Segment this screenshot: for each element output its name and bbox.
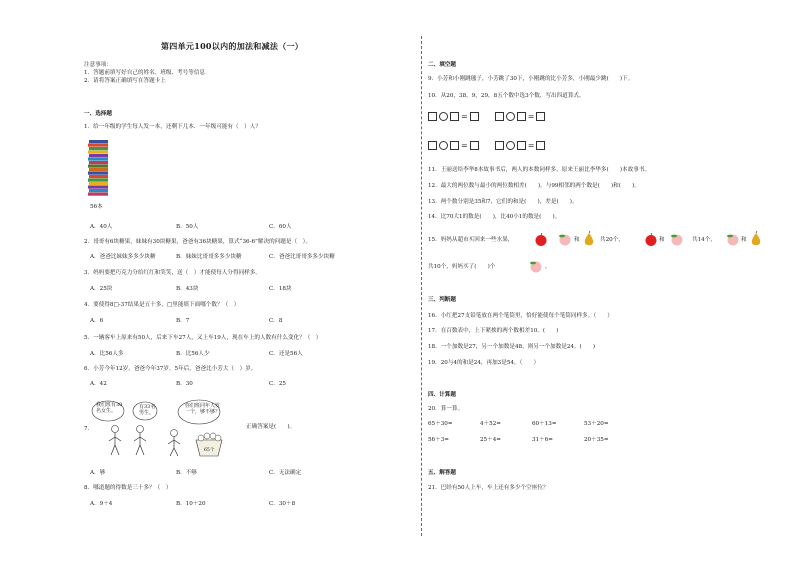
column-divider (421, 36, 422, 536)
book-count-label: 56本 (90, 204, 103, 210)
option-a[interactable]: A．6 (90, 318, 104, 324)
calc-item: 56＋3= (428, 437, 449, 443)
question-7-answer: 正确答案是( )。 (246, 424, 296, 430)
answer-box[interactable] (517, 141, 526, 150)
calc-item: 31＋6= (532, 437, 553, 443)
answer-box[interactable] (450, 141, 459, 150)
equals-sign: = (527, 112, 535, 121)
option-b[interactable]: B．10＋20 (176, 501, 206, 507)
peach-icon (529, 260, 543, 273)
option-b[interactable]: B．30 (176, 381, 193, 387)
option-c[interactable]: C．8 (269, 318, 283, 324)
section-solve-heading: 五、解答题 (428, 470, 456, 476)
question-11: 11．王丽送给李华8本故事书后，两人的本数同样多，原来王丽比李华多( )本故事书。 (428, 167, 651, 173)
operator-circle[interactable] (439, 112, 448, 121)
question-9: 9．小芳和小刚跳毽子，小芳跳了30下，小刚跳的比小芳多，小刚最少跳( )下。 (428, 76, 634, 82)
q15-sum-3: 共10个，妈妈买了( )个 (428, 264, 496, 270)
operator-circle[interactable] (506, 141, 515, 150)
page-title: 第四单元100以内的加法和减法（一） (161, 41, 304, 51)
question-18: 18．一个加数是27，另一个加数是48，则另一个加数是24。( ) (428, 344, 596, 350)
book-stack-image (88, 139, 109, 205)
question-4: 4．要使得8□-37结果是五十多，□里能填下面哪个数？（ ） (84, 302, 240, 308)
option-c[interactable]: C．无法确定 (269, 470, 302, 476)
q15-sum-1: 共20个， (600, 237, 624, 243)
calc-item: 4＋52= (480, 421, 501, 427)
answer-box[interactable] (470, 141, 479, 150)
option-a[interactable]: A．25块 (90, 286, 113, 292)
question-21: 21．巴经有50人上车，车上还有多少个空座位？ (428, 485, 549, 491)
option-c[interactable]: C．爸爸比哥哥多多少块糖 (269, 254, 335, 260)
operator-circle[interactable] (439, 141, 448, 150)
equals-sign: = (461, 141, 468, 150)
equation-row-2 (428, 141, 545, 150)
question-5: 5．一辆客车上原来有50人，后来下车27人，又上车19人，现在车上的人数有什么变化？（ ） (84, 335, 322, 341)
question-16: 16．小红把27支铅笔放在两个笔筒里，恰好能使每个笔筒同样多。（ ） (428, 313, 613, 319)
question-6: 6．小芳今年12岁，爸爸今年37岁。5年后，爸爸比小芳大（ ）岁。 (84, 366, 257, 372)
apple-icon (644, 233, 658, 246)
peach-icon (726, 233, 740, 246)
notes-heading: 注意事项： (84, 62, 112, 68)
section-calc-heading: 四、计算题 (428, 392, 456, 398)
answer-box[interactable] (450, 112, 459, 121)
question-10: 10．从20，38，9，29，8五个数中选3个数，写出四道算式。 (428, 93, 585, 99)
connector-and: 和 (574, 237, 580, 243)
question-13: 13．两个数分别是35和7，它们的和是( )，差是( )。 (428, 199, 578, 205)
question-15: 15．妈妈从超市买回来一些水果， (428, 237, 514, 243)
option-a[interactable]: A．40人 (90, 224, 113, 230)
option-b[interactable]: B．比56人少 (176, 351, 210, 357)
speech-bubble-question: 你们班同年人发一个，够不够？ (185, 403, 221, 415)
q15-end: 。 (545, 264, 551, 270)
calc-item: 53＋20= (584, 421, 609, 427)
pear-icon (750, 231, 762, 246)
speech-bubble-boys: 有33名男生。 (139, 404, 156, 416)
question-20: 20．算一算。 (428, 406, 464, 412)
section-choice-heading: 一、选择题 (84, 111, 112, 117)
option-b[interactable]: B．妹妹比哥哥多多少块糖 (176, 254, 242, 260)
option-c[interactable]: C．还是56人 (269, 351, 303, 357)
option-b[interactable]: B．不够 (176, 470, 197, 476)
equation-row-1 (428, 112, 545, 121)
option-c[interactable]: C．18块 (269, 286, 292, 292)
question-17: 17．在百数表中，上下紧挨的两个数相差10。( ) (428, 328, 559, 334)
answer-box[interactable] (536, 112, 545, 121)
answer-box[interactable] (495, 112, 504, 121)
option-a[interactable]: A．够 (90, 470, 106, 476)
answer-box[interactable] (517, 112, 526, 121)
option-c[interactable]: C．25 (269, 381, 286, 387)
question-1: 1．给一年级的学生每人发一本，还剩下几本．一年级可能有（ ）人？ (84, 124, 261, 130)
question-12: 12．最大的两位数与最小的两位数相差( )，与99相邻的两个数是( )和( )。 (428, 183, 640, 189)
equals-sign: = (461, 112, 468, 121)
option-a[interactable]: A．9＋4 (90, 501, 113, 507)
option-b[interactable]: B．7 (176, 318, 190, 324)
section-fill-heading: 二、填空题 (428, 62, 456, 68)
question-14: 14．比70大1的数是( )，比40小1的数是( )。 (428, 214, 561, 220)
equals-sign: = (527, 141, 535, 150)
answer-box[interactable] (536, 141, 545, 150)
option-b[interactable]: B．43块 (176, 286, 199, 292)
basket-label: 65个 (204, 448, 215, 453)
pear-icon (583, 231, 595, 246)
question-2: 2．哥哥有6块糖果，妹妹有30块糖果，爸爸有36块糖果，算式“36-6”解决的问题是（ ）。 (84, 239, 312, 245)
option-c[interactable]: C．60人 (269, 224, 292, 230)
answer-box[interactable] (428, 141, 437, 150)
calc-item: 60＋13= (532, 421, 557, 427)
q15-sum-2: 共14个， (692, 237, 716, 243)
note-item: 2．请将答案正确填写在答题卡上 (84, 78, 166, 84)
peach-icon (670, 233, 684, 246)
option-a[interactable]: A．爸爸比妹妹多多少块糖 (90, 254, 156, 260)
peach-icon (558, 233, 572, 246)
option-a[interactable]: A．比56人多 (90, 351, 124, 357)
question-3: 3．妈妈要把巧克力分给红红和笑笑，送（ ）才能使每人分得同样多。 (84, 270, 261, 276)
calc-item: 65＋30= (428, 421, 453, 427)
calc-item: 20＋35= (584, 437, 609, 443)
answer-box[interactable] (470, 112, 479, 121)
connector-and: 和 (659, 237, 665, 243)
apple-icon (534, 233, 548, 246)
option-a[interactable]: A．42 (90, 381, 107, 387)
connector-and: 和 (741, 237, 747, 243)
speech-bubble-girls: 我们班有30名女生。 (96, 402, 123, 414)
question-19: 19．20与4的和是24，再加3是54。（ ） (428, 360, 540, 366)
option-c[interactable]: C．30＋8 (269, 501, 296, 507)
question-7-number: 7． (84, 426, 94, 432)
note-item: 1．答题前填写好自己的姓名、班级、考号等信息 (84, 70, 206, 76)
option-b[interactable]: B．50人 (176, 224, 199, 230)
calc-item: 25＋4= (480, 437, 501, 443)
section-judge-heading: 三、判断题 (428, 297, 456, 303)
answer-box[interactable] (495, 141, 504, 150)
question-8: 8．哪道题的得数是三十多？（ ） (84, 485, 172, 491)
operator-circle[interactable] (506, 112, 515, 121)
answer-box[interactable] (428, 112, 437, 121)
